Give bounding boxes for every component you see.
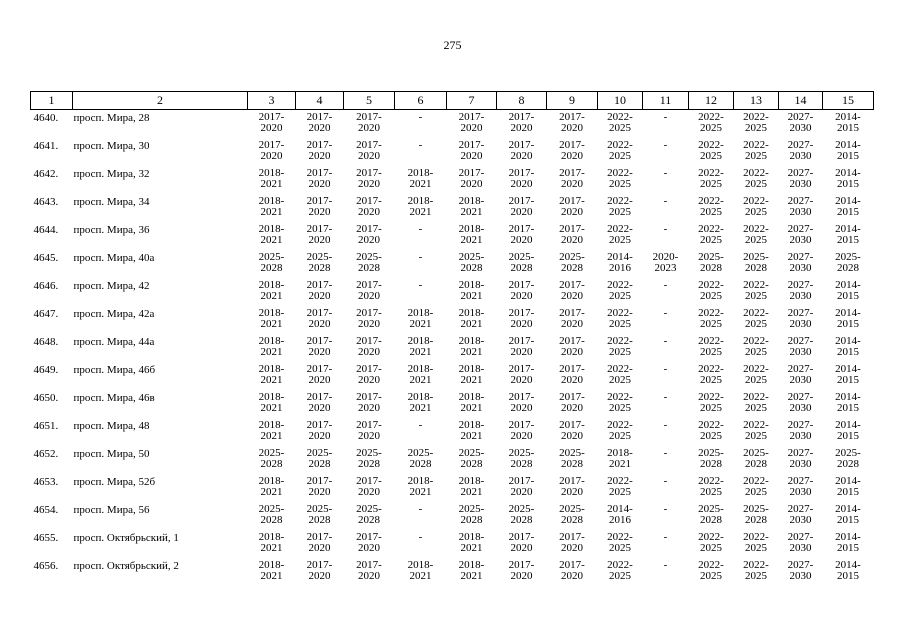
- column-header-13: 13: [734, 92, 779, 110]
- cell-col-5: 2017- 2020: [356, 559, 382, 582]
- cell-col-5: 2017- 2020: [356, 167, 382, 190]
- cell-col-7: 2018- 2021: [458, 279, 485, 302]
- cell-col-12: 2025- 2028: [698, 447, 724, 470]
- cell-col-15: 2014- 2015: [835, 307, 861, 330]
- cell-col-11: -: [663, 139, 668, 151]
- table-row: [31, 448, 874, 476]
- cell-col-14: 2027- 2030: [787, 279, 814, 302]
- cell-col-5: 2017- 2020: [356, 335, 382, 358]
- cell-col-8: 2017- 2020: [508, 391, 535, 414]
- cell-col-15: 2025- 2028: [835, 251, 861, 274]
- cell-col-7: 2018- 2021: [458, 223, 485, 246]
- table-row: [31, 420, 874, 448]
- cell-col-5: 2017- 2020: [356, 111, 382, 134]
- cell-col-6: -: [418, 223, 423, 235]
- cell-col-14: 2027- 2030: [787, 195, 814, 218]
- cell-col-6: -: [418, 503, 423, 515]
- cell-col-14: 2027- 2030: [787, 475, 814, 498]
- cell-col-7: 2018- 2021: [458, 531, 485, 554]
- row-address: просп. Мира, 40а: [73, 252, 155, 264]
- table-row: [31, 532, 874, 560]
- table-row: [31, 560, 874, 588]
- cell-col-6: -: [418, 279, 423, 291]
- page-number: 275: [443, 38, 462, 52]
- column-header-14: 14: [779, 92, 823, 110]
- cell-col-9: 2017- 2020: [559, 111, 585, 134]
- cell-col-8: 2025- 2028: [508, 251, 535, 274]
- cell-col-10: 2022- 2025: [607, 335, 633, 358]
- cell-col-3: 2017- 2020: [258, 111, 285, 134]
- cell-col-15: 2014- 2015: [835, 363, 861, 386]
- cell-col-3: 2017- 2020: [258, 139, 285, 162]
- row-address: просп. Мира, 32: [73, 168, 150, 180]
- cell-col-5: 2017- 2020: [356, 363, 382, 386]
- cell-col-10: 2022- 2025: [607, 559, 633, 582]
- row-number: 4641.: [33, 140, 59, 152]
- cell-col-3: 2018- 2021: [258, 195, 285, 218]
- row-address: просп. Мира, 36: [73, 224, 150, 236]
- cell-col-12: 2022- 2025: [698, 559, 724, 582]
- table-row: [31, 336, 874, 364]
- row-number: 4649.: [33, 364, 59, 376]
- cell-col-3: 2018- 2021: [258, 559, 285, 582]
- cell-col-9: 2017- 2020: [559, 335, 585, 358]
- cell-col-5: 2025- 2028: [356, 503, 382, 526]
- header-row: [31, 92, 874, 110]
- table-row: [31, 168, 874, 196]
- schedule-table: [30, 91, 874, 588]
- table-row: [31, 110, 874, 141]
- cell-col-6: -: [418, 531, 423, 543]
- cell-col-9: 2017- 2020: [559, 223, 585, 246]
- cell-col-4: 2017- 2020: [306, 363, 333, 386]
- cell-col-13: 2022- 2025: [743, 531, 769, 554]
- cell-col-9: 2017- 2020: [559, 475, 585, 498]
- row-number: 4646.: [33, 280, 59, 292]
- cell-col-12: 2022- 2025: [698, 391, 724, 414]
- table-row: [31, 252, 874, 280]
- cell-col-7: 2018- 2021: [458, 391, 485, 414]
- table-row: [31, 224, 874, 252]
- row-number: 4643.: [33, 196, 59, 208]
- column-header-10: 10: [598, 92, 643, 110]
- cell-col-7: 2018- 2021: [458, 195, 485, 218]
- cell-col-5: 2017- 2020: [356, 195, 382, 218]
- cell-col-7: 2018- 2021: [458, 559, 485, 582]
- cell-col-8: 2017- 2020: [508, 419, 535, 442]
- cell-col-13: 2022- 2025: [743, 363, 769, 386]
- row-address: просп. Мира, 50: [73, 448, 150, 460]
- cell-col-7: 2018- 2021: [458, 475, 485, 498]
- column-header-12: 12: [689, 92, 734, 110]
- cell-col-12: 2022- 2025: [698, 223, 724, 246]
- cell-col-15: 2014- 2015: [835, 111, 861, 134]
- cell-col-10: 2022- 2025: [607, 167, 633, 190]
- cell-col-9: 2017- 2020: [559, 391, 585, 414]
- cell-col-10: 2022- 2025: [607, 475, 633, 498]
- cell-col-3: 2025- 2028: [258, 503, 285, 526]
- row-address: просп. Мира, 34: [73, 196, 150, 208]
- cell-col-12: 2022- 2025: [698, 475, 724, 498]
- cell-col-8: 2017- 2020: [508, 223, 535, 246]
- cell-col-14: 2027- 2030: [787, 503, 814, 526]
- cell-col-9: 2017- 2020: [559, 419, 585, 442]
- cell-col-8: 2017- 2020: [508, 111, 535, 134]
- cell-col-14: 2027- 2030: [787, 363, 814, 386]
- cell-col-3: 2018- 2021: [258, 167, 285, 190]
- cell-col-13: 2025- 2028: [743, 447, 769, 470]
- cell-col-12: 2022- 2025: [698, 195, 724, 218]
- cell-col-11: -: [663, 391, 668, 403]
- cell-col-5: 2017- 2020: [356, 531, 382, 554]
- cell-col-14: 2027- 2030: [787, 111, 814, 134]
- cell-col-4: 2025- 2028: [306, 447, 333, 470]
- cell-col-15: 2014- 2015: [835, 475, 861, 498]
- cell-col-5: 2017- 2020: [356, 307, 382, 330]
- cell-col-10: 2022- 2025: [607, 363, 633, 386]
- cell-col-12: 2022- 2025: [698, 419, 724, 442]
- cell-col-3: 2018- 2021: [258, 475, 285, 498]
- cell-col-15: 2014- 2015: [835, 335, 861, 358]
- cell-col-11: -: [663, 335, 668, 347]
- cell-col-15: 2014- 2015: [835, 167, 861, 190]
- cell-col-13: 2022- 2025: [743, 559, 769, 582]
- table-row: [31, 140, 874, 168]
- cell-col-10: 2022- 2025: [607, 307, 633, 330]
- cell-col-6: -: [418, 139, 423, 151]
- cell-col-13: 2022- 2025: [743, 307, 769, 330]
- table-row: [31, 392, 874, 420]
- cell-col-13: 2022- 2025: [743, 195, 769, 218]
- cell-col-15: 2014- 2015: [835, 391, 861, 414]
- cell-col-5: 2017- 2020: [356, 419, 382, 442]
- cell-col-9: 2017- 2020: [559, 307, 585, 330]
- cell-col-4: 2017- 2020: [306, 223, 333, 246]
- row-number: 4652.: [33, 448, 59, 460]
- cell-col-3: 2025- 2028: [258, 447, 285, 470]
- cell-col-13: 2022- 2025: [743, 111, 769, 134]
- cell-col-5: 2017- 2020: [356, 279, 382, 302]
- cell-col-14: 2027- 2030: [787, 447, 814, 470]
- cell-col-14: 2027- 2030: [787, 419, 814, 442]
- row-address: просп. Мира, 56: [73, 504, 150, 516]
- cell-col-3: 2018- 2021: [258, 335, 285, 358]
- cell-col-8: 2017- 2020: [508, 307, 535, 330]
- table-row: [31, 504, 874, 532]
- cell-col-14: 2027- 2030: [787, 531, 814, 554]
- table-row: [31, 280, 874, 308]
- cell-col-15: 2014- 2015: [835, 559, 861, 582]
- cell-col-7: 2018- 2021: [458, 363, 485, 386]
- row-address: просп. Мира, 46в: [73, 392, 155, 404]
- row-address: просп. Мира, 46б: [73, 364, 156, 376]
- row-number: 4653.: [33, 476, 59, 488]
- cell-col-5: 2017- 2020: [356, 391, 382, 414]
- cell-col-13: 2025- 2028: [743, 503, 769, 526]
- cell-col-14: 2027- 2030: [787, 167, 814, 190]
- cell-col-13: 2025- 2028: [743, 251, 769, 274]
- cell-col-7: 2025- 2028: [458, 251, 485, 274]
- cell-col-4: 2017- 2020: [306, 419, 333, 442]
- cell-col-9: 2017- 2020: [559, 363, 585, 386]
- cell-col-6: -: [418, 251, 423, 263]
- column-header-15: 15: [823, 92, 874, 110]
- cell-col-3: 2018- 2021: [258, 531, 285, 554]
- cell-col-15: 2025- 2028: [835, 447, 861, 470]
- cell-col-12: 2025- 2028: [698, 251, 724, 274]
- cell-col-9: 2025- 2028: [559, 447, 585, 470]
- column-header-6: 6: [395, 92, 447, 110]
- row-address: просп. Октябрьский, 1: [73, 532, 179, 544]
- row-number: 4654.: [33, 504, 59, 516]
- cell-col-15: 2014- 2015: [835, 223, 861, 246]
- row-number: 4644.: [33, 224, 59, 236]
- cell-col-12: 2022- 2025: [698, 167, 724, 190]
- cell-col-6: 2025- 2028: [407, 447, 434, 470]
- cell-col-14: 2027- 2030: [787, 559, 814, 582]
- cell-col-10: 2022- 2025: [607, 419, 633, 442]
- cell-col-12: 2022- 2025: [698, 335, 724, 358]
- cell-col-4: 2017- 2020: [306, 335, 333, 358]
- cell-col-5: 2017- 2020: [356, 223, 382, 246]
- cell-col-11: -: [663, 363, 668, 375]
- row-address: просп. Мира, 48: [73, 420, 150, 432]
- row-address: просп. Октябрьский, 2: [73, 560, 179, 572]
- cell-col-4: 2017- 2020: [306, 111, 333, 134]
- cell-col-9: 2017- 2020: [559, 139, 585, 162]
- cell-col-6: 2018- 2021: [407, 559, 434, 582]
- cell-col-7: 2018- 2021: [458, 419, 485, 442]
- row-number: 4655.: [33, 532, 59, 544]
- cell-col-13: 2022- 2025: [743, 279, 769, 302]
- cell-col-3: 2025- 2028: [258, 251, 285, 274]
- column-header-5: 5: [344, 92, 395, 110]
- row-address: просп. Мира, 44а: [73, 336, 155, 348]
- cell-col-12: 2022- 2025: [698, 363, 724, 386]
- cell-col-4: 2025- 2028: [306, 503, 333, 526]
- cell-col-14: 2027- 2030: [787, 335, 814, 358]
- cell-col-8: 2017- 2020: [508, 475, 535, 498]
- table-row: [31, 308, 874, 336]
- cell-col-10: 2022- 2025: [607, 195, 633, 218]
- cell-col-10: 2022- 2025: [607, 531, 633, 554]
- cell-col-12: 2022- 2025: [698, 111, 724, 134]
- cell-col-5: 2025- 2028: [356, 251, 382, 274]
- cell-col-15: 2014- 2015: [835, 531, 861, 554]
- cell-col-11: -: [663, 503, 668, 515]
- cell-col-4: 2017- 2020: [306, 195, 333, 218]
- cell-col-9: 2017- 2020: [559, 531, 585, 554]
- row-address: просп. Мира, 52б: [73, 476, 156, 488]
- column-header-8: 8: [497, 92, 547, 110]
- cell-col-6: -: [418, 419, 423, 431]
- cell-col-8: 2017- 2020: [508, 167, 535, 190]
- cell-col-14: 2027- 2030: [787, 223, 814, 246]
- cell-col-5: 2017- 2020: [356, 139, 382, 162]
- cell-col-9: 2025- 2028: [559, 251, 585, 274]
- cell-col-4: 2017- 2020: [306, 279, 333, 302]
- cell-col-5: 2025- 2028: [356, 447, 382, 470]
- cell-col-11: -: [663, 195, 668, 207]
- cell-col-6: 2018- 2021: [407, 307, 434, 330]
- cell-col-11: -: [663, 111, 668, 123]
- row-address: просп. Мира, 30: [73, 140, 150, 152]
- cell-col-6: -: [418, 111, 423, 123]
- cell-col-6: 2018- 2021: [407, 475, 434, 498]
- cell-col-14: 2027- 2030: [787, 307, 814, 330]
- row-number: 4656.: [33, 560, 59, 572]
- cell-col-10: 2022- 2025: [607, 111, 633, 134]
- cell-col-7: 2018- 2021: [458, 307, 485, 330]
- column-header-1: 1: [31, 92, 73, 110]
- row-address: просп. Мира, 42а: [73, 308, 155, 320]
- cell-col-11: 2020- 2023: [652, 251, 679, 274]
- table-row: [31, 196, 874, 224]
- cell-col-7: 2017- 2020: [458, 111, 485, 134]
- cell-col-6: 2018- 2021: [407, 391, 434, 414]
- cell-col-8: 2025- 2028: [508, 503, 535, 526]
- cell-col-15: 2014- 2015: [835, 419, 861, 442]
- column-header-4: 4: [296, 92, 344, 110]
- cell-col-10: 2022- 2025: [607, 279, 633, 302]
- cell-col-6: 2018- 2021: [407, 335, 434, 358]
- table-row: [31, 476, 874, 504]
- cell-col-8: 2017- 2020: [508, 335, 535, 358]
- cell-col-8: 2017- 2020: [508, 195, 535, 218]
- column-header-11: 11: [643, 92, 689, 110]
- cell-col-11: -: [663, 223, 668, 235]
- cell-col-4: 2017- 2020: [306, 167, 333, 190]
- cell-col-10: 2014- 2016: [607, 251, 633, 274]
- cell-col-3: 2018- 2021: [258, 391, 285, 414]
- cell-col-3: 2018- 2021: [258, 223, 285, 246]
- cell-col-6: 2018- 2021: [407, 363, 434, 386]
- cell-col-11: -: [663, 279, 668, 291]
- cell-col-6: 2018- 2021: [407, 167, 434, 190]
- cell-col-10: 2014- 2016: [607, 503, 633, 526]
- row-address: просп. Мира, 42: [73, 280, 150, 292]
- row-number: 4645.: [33, 252, 59, 264]
- row-number: 4651.: [33, 420, 59, 432]
- table-body: [31, 110, 874, 589]
- cell-col-10: 2022- 2025: [607, 139, 633, 162]
- cell-col-8: 2025- 2028: [508, 447, 535, 470]
- cell-col-10: 2018- 2021: [607, 447, 633, 470]
- cell-col-11: -: [663, 419, 668, 431]
- cell-col-9: 2017- 2020: [559, 559, 585, 582]
- cell-col-4: 2025- 2028: [306, 251, 333, 274]
- cell-col-13: 2022- 2025: [743, 223, 769, 246]
- cell-col-14: 2027- 2030: [787, 391, 814, 414]
- cell-col-3: 2018- 2021: [258, 279, 285, 302]
- cell-col-11: -: [663, 531, 668, 543]
- cell-col-13: 2022- 2025: [743, 391, 769, 414]
- cell-col-9: 2025- 2028: [559, 503, 585, 526]
- cell-col-13: 2022- 2025: [743, 167, 769, 190]
- cell-col-4: 2017- 2020: [306, 307, 333, 330]
- cell-col-14: 2027- 2030: [787, 251, 814, 274]
- cell-col-11: -: [663, 167, 668, 179]
- cell-col-12: 2022- 2025: [698, 279, 724, 302]
- column-header-3: 3: [248, 92, 296, 110]
- cell-col-3: 2018- 2021: [258, 419, 285, 442]
- cell-col-13: 2022- 2025: [743, 335, 769, 358]
- cell-col-4: 2017- 2020: [306, 531, 333, 554]
- column-header-9: 9: [547, 92, 598, 110]
- cell-col-11: -: [663, 559, 668, 571]
- cell-col-12: 2022- 2025: [698, 531, 724, 554]
- cell-col-12: 2022- 2025: [698, 307, 724, 330]
- cell-col-4: 2017- 2020: [306, 139, 333, 162]
- row-number: 4647.: [33, 308, 59, 320]
- cell-col-8: 2017- 2020: [508, 531, 535, 554]
- cell-col-3: 2018- 2021: [258, 363, 285, 386]
- cell-col-12: 2022- 2025: [698, 139, 724, 162]
- row-address: просп. Мира, 28: [73, 112, 150, 124]
- table-row: [31, 364, 874, 392]
- cell-col-10: 2022- 2025: [607, 391, 633, 414]
- cell-col-4: 2017- 2020: [306, 391, 333, 414]
- cell-col-7: 2017- 2020: [458, 167, 485, 190]
- cell-col-7: 2018- 2021: [458, 335, 485, 358]
- cell-col-11: -: [663, 307, 668, 319]
- cell-col-15: 2014- 2015: [835, 195, 861, 218]
- column-header-7: 7: [447, 92, 497, 110]
- cell-col-15: 2014- 2015: [835, 139, 861, 162]
- cell-col-8: 2017- 2020: [508, 559, 535, 582]
- cell-col-4: 2017- 2020: [306, 559, 333, 582]
- column-header-2: 2: [73, 92, 248, 110]
- cell-col-15: 2014- 2015: [835, 503, 861, 526]
- cell-col-9: 2017- 2020: [559, 279, 585, 302]
- row-number: 4648.: [33, 336, 59, 348]
- cell-col-6: 2018- 2021: [407, 195, 434, 218]
- cell-col-12: 2025- 2028: [698, 503, 724, 526]
- cell-col-15: 2014- 2015: [835, 279, 861, 302]
- row-number: 4650.: [33, 392, 59, 404]
- cell-col-14: 2027- 2030: [787, 139, 814, 162]
- row-number: 4642.: [33, 168, 59, 180]
- cell-col-7: 2025- 2028: [458, 503, 485, 526]
- cell-col-9: 2017- 2020: [559, 195, 585, 218]
- cell-col-3: 2018- 2021: [258, 307, 285, 330]
- cell-col-9: 2017- 2020: [559, 167, 585, 190]
- row-number: 4640.: [33, 112, 59, 124]
- cell-col-7: 2025- 2028: [458, 447, 485, 470]
- cell-col-8: 2017- 2020: [508, 363, 535, 386]
- cell-col-4: 2017- 2020: [306, 475, 333, 498]
- cell-col-13: 2022- 2025: [743, 475, 769, 498]
- cell-col-10: 2022- 2025: [607, 223, 633, 246]
- cell-col-11: -: [663, 475, 668, 487]
- cell-col-8: 2017- 2020: [508, 139, 535, 162]
- cell-col-13: 2022- 2025: [743, 139, 769, 162]
- cell-col-13: 2022- 2025: [743, 419, 769, 442]
- cell-col-8: 2017- 2020: [508, 279, 535, 302]
- cell-col-7: 2017- 2020: [458, 139, 485, 162]
- cell-col-11: -: [663, 447, 668, 459]
- cell-col-5: 2017- 2020: [356, 475, 382, 498]
